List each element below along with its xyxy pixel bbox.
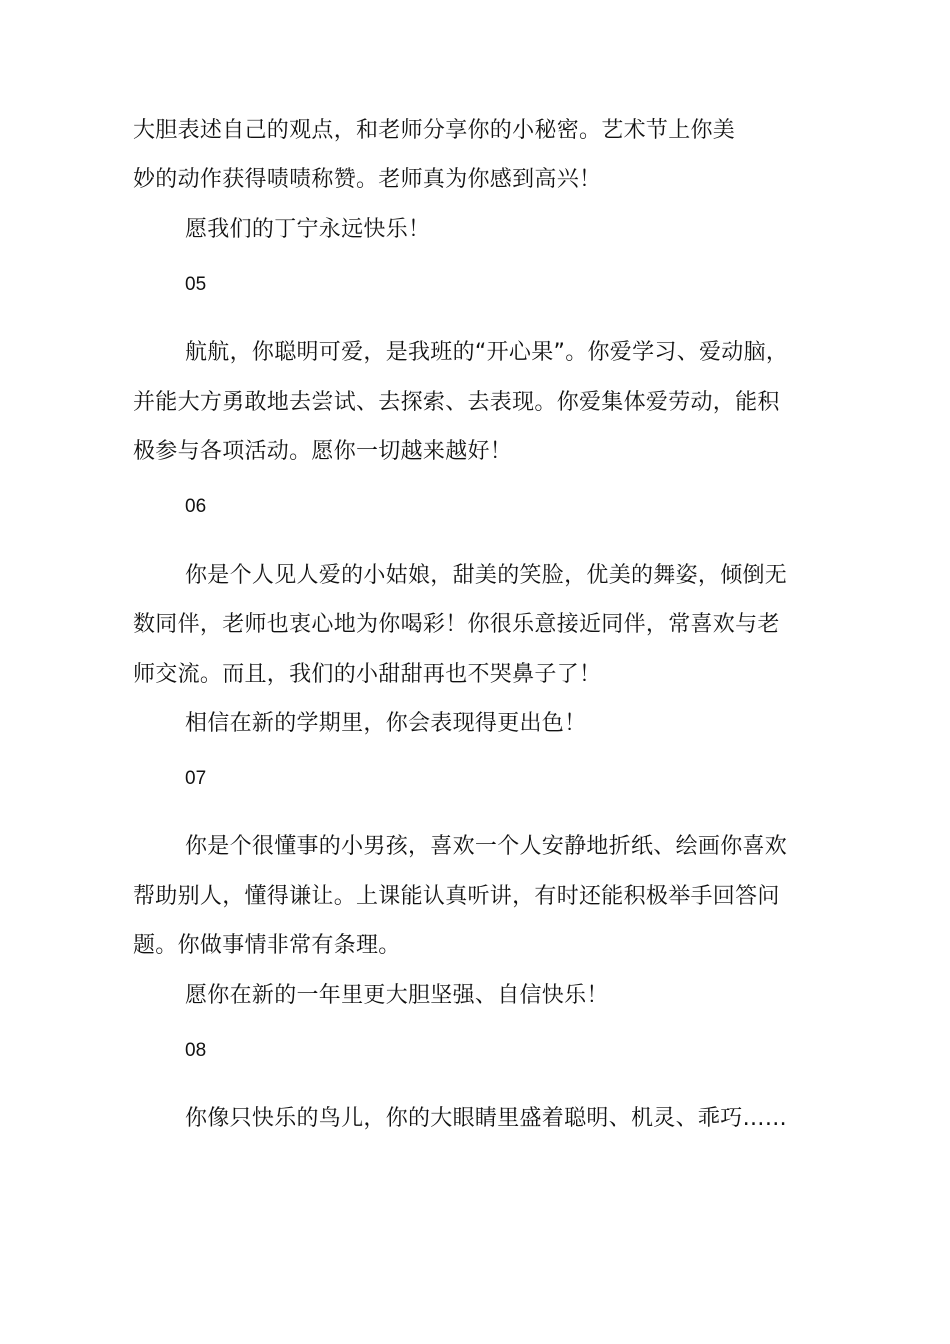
paragraph-line: 题。你做事情非常有条理。 xyxy=(133,933,401,958)
paragraph-line: 师交流。而且，我们的小甜甜再也不哭鼻子了！ xyxy=(133,662,602,687)
paragraph-line: 你是个很懂事的小男孩，喜欢一个人安静地折纸、绘画你喜欢 xyxy=(185,834,788,859)
paragraph-line: 你是个人见人爱的小姑娘，甜美的笑脸，优美的舞姿，倾倒无 xyxy=(185,563,788,588)
paragraph-line: 大胆表述自己的观点，和老师分享你的小秘密。艺术节上你美 xyxy=(133,118,736,143)
paragraph-line: 你像只快乐的鸟儿，你的大眼睛里盛着聪明、机灵、乖巧…… xyxy=(185,1106,788,1131)
paragraph-line: 数同伴，老师也衷心地为你喝彩！你很乐意接近同伴，常喜欢与老 xyxy=(133,612,780,637)
paragraph-line: 航航，你聪明可爱，是我班的“开心果”。你爱学习、爱动脑， xyxy=(185,340,789,365)
paragraph-line: 帮助别人，懂得谦让。上课能认真听讲，有时还能积极举手回答问 xyxy=(133,884,780,909)
paragraph-line: 极参与各项活动。愿你一切越来越好！ xyxy=(133,439,513,464)
paragraph-line: 愿我们的丁宁永远快乐！ xyxy=(185,217,431,242)
section-number: 08 xyxy=(185,1040,207,1061)
section-number: 06 xyxy=(185,496,207,517)
paragraph-line: 相信在新的学期里，你会表现得更出色！ xyxy=(185,711,587,736)
section-number: 07 xyxy=(185,768,207,789)
paragraph-line: 妙的动作获得啧啧称赞。老师真为你感到高兴！ xyxy=(133,167,602,192)
section-number: 05 xyxy=(185,274,207,295)
paragraph-line: 愿你在新的一年里更大胆坚强、自信快乐！ xyxy=(185,983,609,1008)
paragraph-line: 并能大方勇敢地去尝试、去探索、去表现。你爱集体爱劳动，能积 xyxy=(133,390,780,415)
